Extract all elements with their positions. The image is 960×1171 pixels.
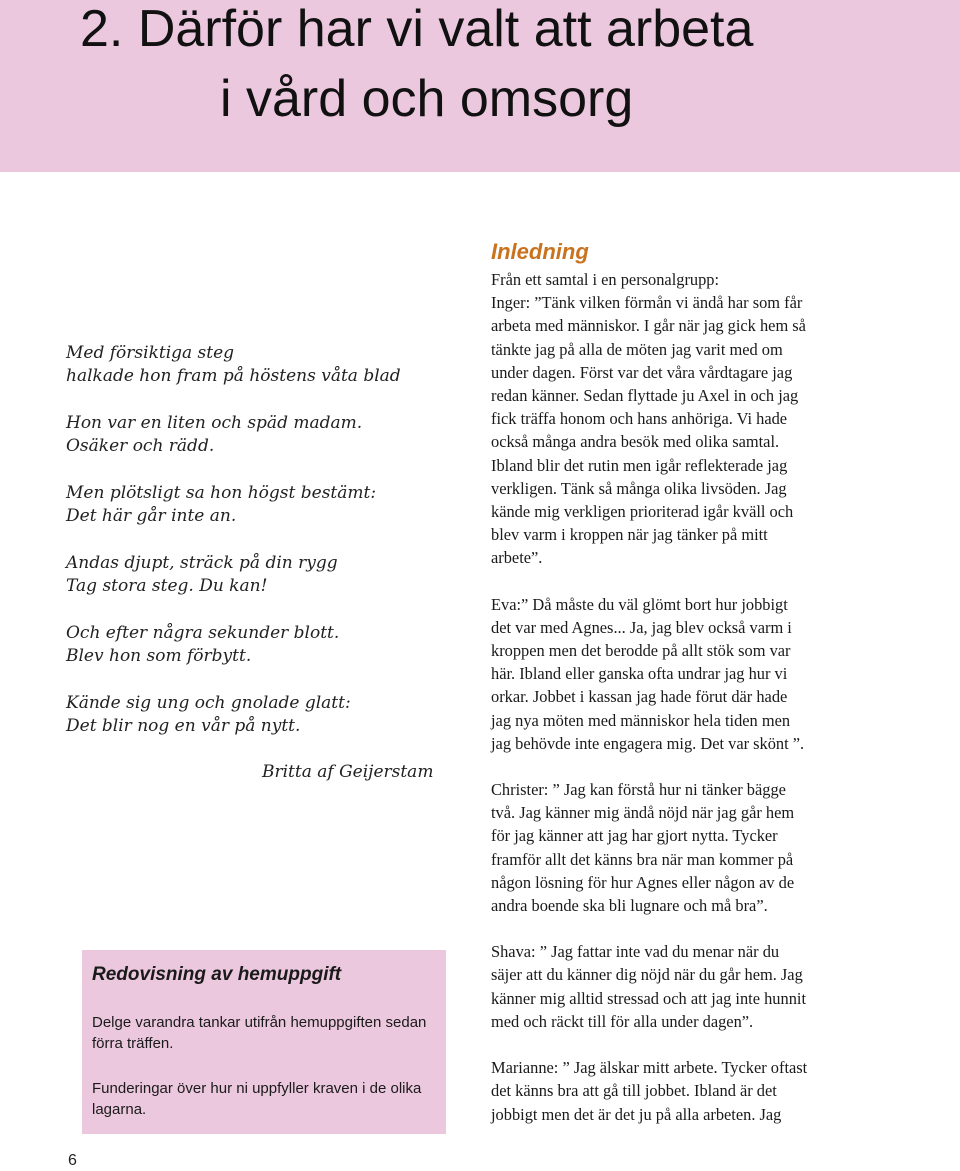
poem-line: Med försiktiga steg — [66, 343, 235, 363]
intro-paragraph — [491, 1056, 931, 1126]
intro-line: framför allt det känns bra när man kommer på — [491, 849, 794, 869]
poem-line: halkade hon fram på höstens våta blad — [66, 366, 401, 386]
intro-paragraph — [491, 593, 931, 755]
intro-line: under dagen. Först var det våra vårdtagare jag — [491, 362, 793, 382]
intro-line: jobbigt men det är det ju på alla arbeten. Jag — [491, 1104, 782, 1124]
intro-line: kroppen men det berodde på allt stök som var — [491, 641, 791, 661]
intro-line: redan känner. Sedan flyttade ju Axel in och jag — [491, 386, 799, 406]
intro-title: Inledning — [491, 239, 589, 264]
homework-paragraph: Funderingar över hur ni uppfyller kraven i de olika lagarna. — [92, 1080, 422, 1118]
poem-line: Men plötsligt sa hon högst bestämt: — [66, 483, 377, 503]
intro-line: jag behövde inte engagera mig. Det var skönt ”. — [491, 733, 805, 753]
poem-line: Tag stora steg. Du kan! — [66, 576, 268, 596]
poem-line: Osäker och rädd. — [66, 436, 215, 456]
poem — [66, 342, 466, 762]
poem-stanza — [66, 552, 466, 598]
poem-stanza — [66, 692, 466, 738]
homework-title: Redovisning av hemuppgift — [92, 964, 342, 985]
intro-line: kände mig verkligen prioriterad igår kväll och — [491, 502, 794, 522]
intro-line: arbete”. — [491, 548, 543, 568]
intro-body — [491, 268, 931, 1126]
intro-line: Inger: ”Tänk vilken förmån vi ändå har som får — [491, 293, 803, 313]
intro-line: jag nya möten med människor hela tiden men — [491, 710, 791, 730]
intro-line: tänkte jag på alla de möten jag varit med om — [491, 339, 783, 359]
intro-line: det känns bra att gå till jobbet. Ibland är det — [491, 1081, 777, 1101]
poem-stanza — [66, 622, 466, 668]
intro-line: orkar. Jobbet i kassan jag hade förut där hade — [491, 687, 788, 707]
poem-line: Det blir nog en vår på nytt. — [66, 716, 301, 736]
poem-stanza — [66, 342, 466, 388]
intro-line: Christer: ” Jag kan förstå hur ni tänker bägge — [491, 780, 786, 800]
intro-paragraph — [491, 778, 931, 917]
poem-line: Det här går inte an. — [66, 506, 237, 526]
intro-line: för jag känner att jag har gjort nytta. Tycker — [491, 826, 778, 846]
poem-author: Britta af Geijerstam — [262, 762, 434, 782]
intro-line: säjer att du känner dig nöjd när du går hem. Jag — [491, 965, 803, 985]
intro-line: Eva:” Då måste du väl glömt bort hur jobbigt — [491, 594, 788, 614]
chapter-title — [80, 0, 940, 128]
intro-line: någon lösning för hur Agnes eller någon av de — [491, 872, 795, 892]
intro-line: två. Jag känner mig ändå nöjd när jag går hem — [491, 803, 795, 823]
intro-line: arbeta med människor. I går när jag gick hem så — [491, 316, 806, 336]
page-number: 6 — [68, 1152, 77, 1169]
intro-line: känner mig alltid stressad och att jag inte hunnit — [491, 988, 806, 1008]
intro-line: också många andra besök med olika samtal. — [491, 432, 780, 452]
poem-stanza — [66, 482, 466, 528]
intro-line: det var med Agnes... Ja, jag blev också varm i — [491, 617, 792, 637]
intro-line: Från ett samtal i en personalgrupp: — [491, 270, 720, 289]
poem-stanza — [66, 412, 466, 458]
poem-line: Kände sig ung och gnolade glatt: — [66, 693, 351, 713]
intro-line: här. Ibland eller ganska ofta undrar jag hur vi — [491, 664, 788, 684]
intro-paragraph — [491, 940, 931, 1033]
intro-line: Shava: ” Jag fattar inte vad du menar när du — [491, 942, 780, 962]
intro-line: Ibland blir det rutin men igår reflekterade jag — [491, 455, 788, 475]
intro-paragraph — [491, 268, 931, 570]
poem-line: Och efter några sekunder blott. — [66, 623, 340, 643]
poem-line: Hon var en liten och späd madam. — [66, 413, 363, 433]
chapter-title-line1: 2. Därför har vi valt att arbeta — [80, 0, 754, 58]
chapter-title-line2: i vård och omsorg — [220, 70, 634, 128]
intro-line: med och räckt till för alla under dagen”. — [491, 1011, 754, 1031]
homework-paragraph: Delge varandra tankar utifrån hemuppgiften sedan förra träffen. — [92, 1014, 427, 1052]
intro-line: blev varm i kroppen när jag tänker på mitt — [491, 525, 768, 545]
poem-line: Blev hon som förbytt. — [66, 646, 252, 666]
intro-line: Marianne: ” Jag älskar mitt arbete. Tycker oftast — [491, 1058, 808, 1078]
intro-line: andra boende ska bli lugnare och må bra”. — [491, 896, 768, 916]
poem-line: Andas djupt, sträck på din rygg — [66, 553, 338, 573]
intro-section — [491, 238, 931, 1149]
homework-box — [82, 950, 446, 1134]
intro-line: fick träffa honom och hans anhöriga. Vi hade — [491, 409, 788, 429]
intro-line: verkligen. Tänk så många olika livsöden. Jag — [491, 478, 787, 498]
